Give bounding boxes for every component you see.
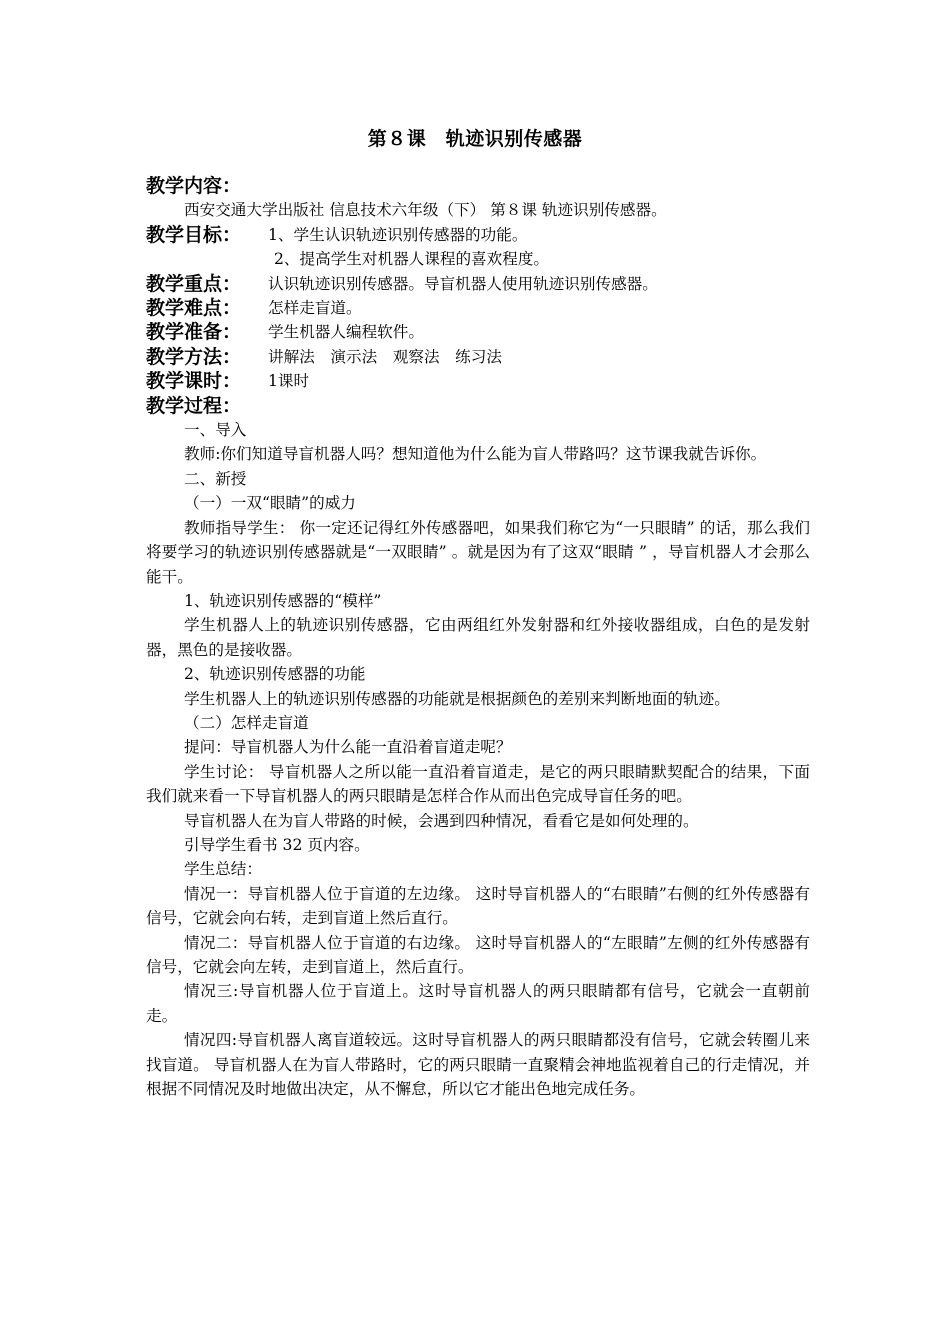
subsection-look: 1、轨迹识别传感器的“模样” — [184, 591, 382, 610]
difficulty-row — [146, 296, 810, 320]
process-label: 教学过程： — [146, 394, 242, 417]
lesson-content — [146, 174, 810, 1101]
hours-label: 教学课时： — [146, 370, 242, 393]
paragraph: 学生总结： — [184, 860, 262, 879]
method-label: 教学方法： — [146, 345, 242, 368]
goal-row — [146, 223, 810, 247]
key-label: 教学重点： — [146, 272, 242, 295]
subsection-blind-path: （二）怎样走盲道 — [184, 713, 309, 732]
paragraph: 教师:你们知道导盲机器人吗？想知道他为什么能为盲人带路吗？这节课我就告诉你。 — [184, 445, 767, 464]
content-text: 西安交通大学出版社 信息技术六年级（下） 第８课 轨迹识别传感器。 — [184, 201, 667, 220]
paragraph: 情况一：导盲机器人位于盲道的左边缘。 这时导盲机器人的“右眼睛”右侧的红外传感器有信号，它就会向右转，走到盲道上然后直行。 — [146, 884, 810, 928]
paragraph: 引导学生看书 32 页内容。 — [184, 835, 370, 854]
goal-label: 教学目标： — [146, 223, 242, 246]
prep-text: 学生机器人编程软件。 — [268, 323, 424, 342]
paragraph: 学生机器人上的轨迹识别传感器的功能就是根据颜色的差别来判断地面的轨迹。 — [184, 689, 730, 708]
content-label: 教学内容： — [146, 175, 242, 197]
goal-2: 2、提高学生对机器人课程的喜欢程度。 — [274, 250, 550, 269]
goal-1: 1、学生认识轨迹识别传感器的功能。 — [268, 225, 528, 244]
difficulty-label: 教学难点： — [146, 297, 242, 320]
key-text: 认识轨迹识别传感器。导盲机器人使用轨迹识别传感器。 — [268, 274, 658, 293]
paragraph: 学生讨论： 导盲机器人之所以能一直沿着盲道走，是它的两只眼睛默契配合的结果，下面我们就来看一下导盲机器人的两只眼睛是怎样合作从而出色完成导盲任务的吧。 — [146, 762, 810, 806]
method-text: 讲解法 演示法 观察法 练习法 — [268, 347, 502, 366]
paragraph: 情况四:导盲机器人离盲道较远。这时导盲机器人的两只眼睛都没有信号，它就会转圈儿来找盲道。 导盲机器人在为盲人带路时，它的两只眼睛一直聚精会神地监视着自己的行走情况，并根据不同情况及时地做出决定，从不懈怠，所以它才能出色地完成任务。 — [146, 1031, 810, 1099]
prep-row — [146, 320, 810, 344]
difficulty-text: 怎样走盲道。 — [268, 299, 362, 318]
paragraph: 情况二：导盲机器人位于盲道的右边缘。 这时导盲机器人的“左眼睛”左侧的红外传感器有信号，它就会向左转，走到盲道上，然后直行。 — [146, 933, 810, 976]
paragraph: 情况三:导盲机器人位于盲道上。这时导盲机器人的两只眼睛都有信号，它就会一直朝前走。 — [146, 982, 810, 1025]
subsection-function: 2、轨迹识别传感器的功能 — [184, 665, 366, 684]
prep-label: 教学准备： — [146, 321, 242, 344]
hours-row — [146, 369, 810, 393]
subsection-eyes: （一）一双“眼睛”的威力 — [184, 494, 356, 513]
page-title: 第８课 轨迹识别传感器 — [367, 128, 583, 150]
hours-text: 1课时 — [268, 372, 310, 391]
method-row — [146, 345, 810, 369]
paragraph: 导盲机器人在为盲人带路的时候，会遇到四种情况，看看它是如何处理的。 — [184, 811, 699, 830]
section-new: 二、新授 — [184, 469, 247, 488]
paragraph: 学生机器人上的轨迹识别传感器，它由两组红外发射器和红外接收器组成，白色的是发射器，黑色的是接收器。 — [146, 616, 810, 659]
key-row — [146, 272, 810, 296]
paragraph: 提问：导盲机器人为什么能一直沿着盲道走呢？ — [184, 738, 512, 757]
section-intro: 一、导入 — [184, 421, 247, 440]
paragraph: 教师指导学生： 你一定还记得红外传感器吧，如果我们称它为“一只眼睛” 的话，那么我们将要学习的轨迹识别传感器就是“一双眼睛” 。就是因为有了这双“眼睛 ” ，导盲机器人才会那么能干。 — [146, 518, 810, 586]
